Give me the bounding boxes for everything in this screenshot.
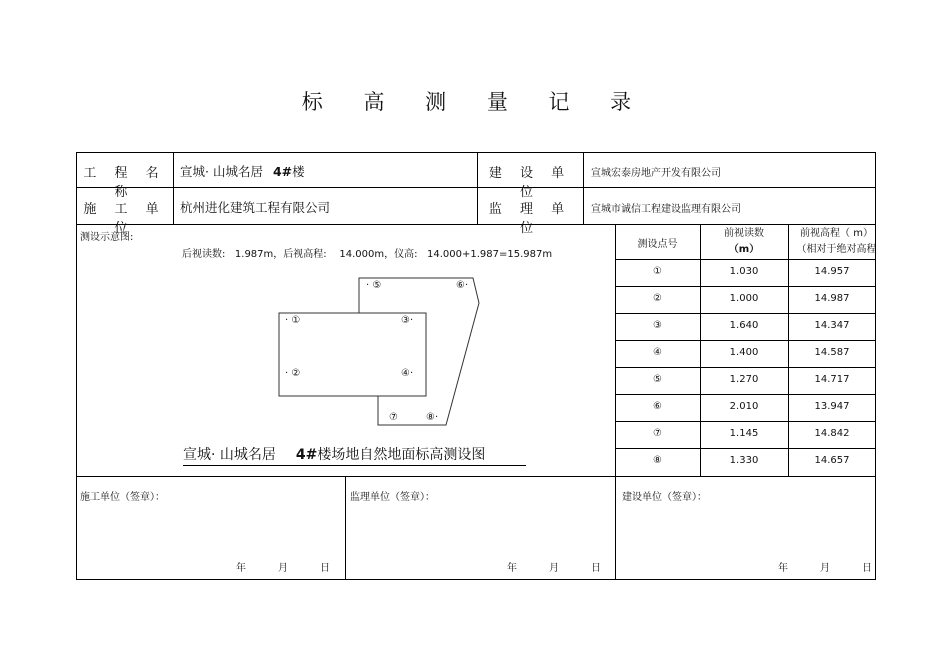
col-header-reading-line1: 前视读数 bbox=[724, 228, 764, 239]
table-cell-point: ⑦ bbox=[653, 428, 662, 439]
owner-signature-label: 建设单位（签章）： bbox=[622, 492, 707, 503]
point-marker: ⑧· bbox=[426, 412, 439, 423]
col-header-reading-line2: （m） bbox=[728, 244, 760, 255]
date-month: 月 bbox=[820, 563, 830, 574]
table-cell-reading: 1.000 bbox=[729, 293, 759, 304]
point-marker: ⑦ bbox=[389, 412, 398, 423]
supervisor-signature-label: 监理单位（签章）： bbox=[350, 492, 435, 503]
date-day: 日 bbox=[320, 563, 330, 574]
table-cell-point: ③ bbox=[653, 320, 662, 331]
project-name-label: 工 程 名 称 bbox=[83, 166, 166, 200]
sketch-label: 测设示意图: bbox=[80, 232, 134, 243]
caption-title: 楼场地自然地面标高测设图 bbox=[317, 447, 486, 463]
table-cell-point: ⑤ bbox=[653, 374, 662, 385]
table-cell-reading: 2.010 bbox=[729, 401, 759, 412]
table-cell-elevation: 14.987 bbox=[814, 293, 850, 304]
point-marker: · ⑤ bbox=[366, 280, 382, 291]
page-title: 标 高 测 量 记 录 bbox=[301, 90, 649, 114]
col-header-elevation bbox=[788, 226, 885, 258]
col-header-point: 测设点号 bbox=[637, 239, 678, 250]
project-name-text: 宣城· 山城名居 bbox=[180, 164, 263, 179]
table-cell-reading: 1.640 bbox=[729, 320, 759, 331]
table-cell-reading: 1.145 bbox=[729, 428, 759, 439]
readings-note: 后视读数: 1.987m，后视高程: 14.000m，仪高: 14.000+1.987=15.987m bbox=[182, 249, 553, 260]
point-marker: · ① bbox=[285, 315, 301, 326]
point-marker: ③· bbox=[401, 315, 414, 326]
point-marker: · ② bbox=[285, 368, 301, 379]
table-cell-elevation: 14.717 bbox=[814, 374, 850, 385]
building-number: 4# bbox=[272, 164, 293, 179]
date-day: 日 bbox=[591, 563, 601, 574]
date-month: 月 bbox=[549, 563, 559, 574]
supervisor-value: 宣城市诚信工程建设监理有限公司 bbox=[591, 204, 741, 215]
table-cell-elevation: 14.842 bbox=[814, 428, 850, 439]
point-marker: ⑥· bbox=[456, 280, 469, 291]
table-cell-point: ⑧ bbox=[653, 455, 662, 466]
col-header-elevation-line1: 前视高程（ m） bbox=[800, 228, 873, 239]
table-cell-elevation: 13.947 bbox=[814, 401, 850, 412]
table-cell-reading: 1.330 bbox=[729, 455, 759, 466]
date-day: 日 bbox=[862, 563, 872, 574]
table-cell-elevation: 14.587 bbox=[814, 347, 850, 358]
table-cell-reading: 1.400 bbox=[729, 347, 759, 358]
date-year: 年 bbox=[778, 563, 788, 574]
col-header-reading bbox=[700, 226, 788, 258]
table-cell-elevation: 14.347 bbox=[814, 320, 850, 331]
date-month: 月 bbox=[278, 563, 288, 574]
table-cell-point: ④ bbox=[653, 347, 662, 358]
supervisor-label: 监 理 单 位 bbox=[488, 202, 572, 236]
site-upper-outline bbox=[359, 278, 479, 425]
contractor-value: 杭州进化建筑工程有限公司 bbox=[180, 200, 331, 215]
date-year: 年 bbox=[507, 563, 517, 574]
point-marker: ④· bbox=[401, 368, 414, 379]
table-cell-point: ② bbox=[653, 293, 662, 304]
owner-value: 宣城宏泰房地产开发有限公司 bbox=[591, 168, 721, 179]
table-cell-point: ① bbox=[653, 266, 662, 277]
caption-building-number: 4# bbox=[295, 447, 318, 463]
contractor-signature-label: 施工单位（签章）： bbox=[80, 492, 165, 503]
building-suffix: 楼 bbox=[292, 164, 305, 179]
owner-label: 建 设 单 位 bbox=[488, 166, 572, 200]
table-cell-reading: 1.270 bbox=[729, 374, 759, 385]
table-cell-elevation: 14.957 bbox=[814, 266, 850, 277]
sketch-caption bbox=[183, 444, 526, 466]
contractor-label: 施 工 单 位 bbox=[83, 202, 166, 236]
date-year: 年 bbox=[236, 563, 246, 574]
table-cell-reading: 1.030 bbox=[729, 266, 759, 277]
col-header-elevation-line2: （相对于绝对高程 bbox=[796, 244, 877, 255]
table-cell-elevation: 14.657 bbox=[814, 455, 850, 466]
table-cell-point: ⑥ bbox=[653, 401, 662, 412]
caption-project: 宣城· 山城名居 bbox=[183, 447, 276, 463]
